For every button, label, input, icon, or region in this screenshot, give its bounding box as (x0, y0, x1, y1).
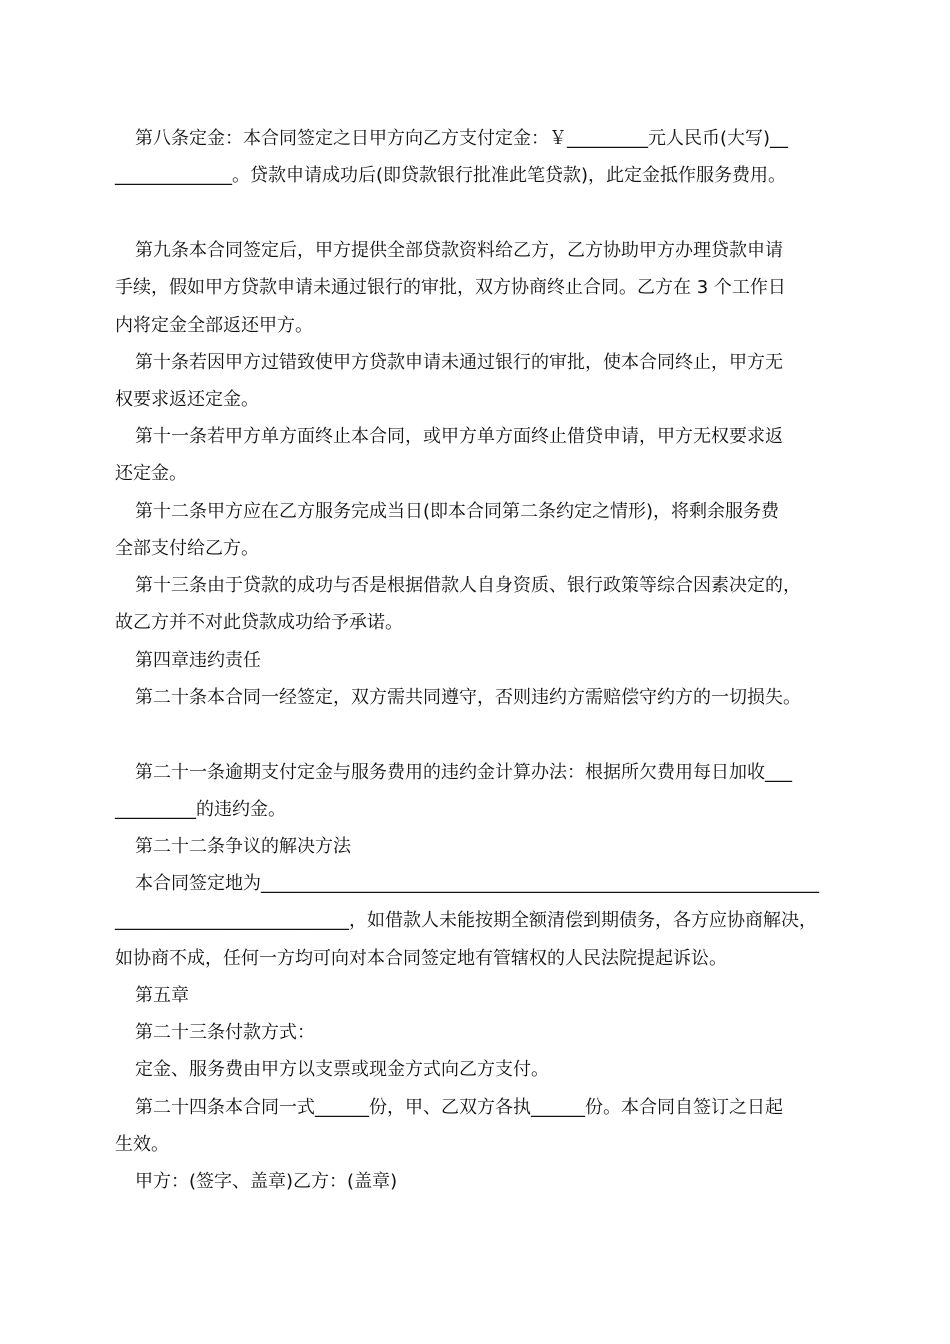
clause-22-line-1: 本合同签定地为______________________________________________________________ (135, 873, 819, 894)
clause-11-line-2: 还定金。 (115, 463, 187, 484)
clause-8-line-1: 第八条定金：本合同签定之日甲方向乙方支付定金：￥_________元人民币(大写)__ (135, 128, 789, 149)
signature-line: 甲方：(签字、盖章)乙方：(盖章) (135, 1171, 398, 1192)
clause-9-line-1: 第九条本合同签定后，甲方提供全部贷款资料给乙方，乙方协助甲方办理贷款申请 (135, 240, 783, 261)
clause-24-line-1: 第二十四条本合同一式______份，甲、乙双方各执______份。本合同自签订之日起 (135, 1097, 783, 1118)
clause-12-line-2: 全部支付给乙方。 (115, 538, 259, 559)
clause-22-line-2: __________________________，如借款人未能按期全额清偿到期债务，各方应协商解决， (115, 910, 817, 931)
chapter-5-heading: 第五章 (135, 985, 189, 1006)
clause-9-line-2: 手续，假如甲方贷款申请未通过银行的审批，双方协商终止合同。乙方在 3 个工作日 (115, 277, 786, 298)
clause-8-line-2: _____________。贷款申请成功后(即贷款银行批准此笔贷款)，此定金抵作服务费用。 (115, 165, 787, 186)
chapter-4-heading: 第四章违约责任 (135, 650, 261, 671)
clause-10-line-2: 权要求返还定金。 (115, 389, 259, 410)
clause-13-line-2: 故乙方并不对此贷款成功给予承诺。 (115, 612, 403, 633)
clause-10-line-1: 第十条若因甲方过错致使甲方贷款申请未通过银行的审批，使本合同终止，甲方无 (135, 352, 783, 373)
clause-22-heading: 第二十二条争议的解决方法 (135, 836, 351, 857)
clause-20-line-1: 第二十条本合同一经签定，双方需共同遵守，否则违约方需赔偿守约方的一切损失。 (135, 687, 801, 708)
clause-21-line-2: _________的违约金。 (115, 799, 286, 820)
clause-13-line-1: 第十三条由于贷款的成功与否是根据借款人自身资质、银行政策等综合因素决定的， (135, 575, 801, 596)
clause-23-line-1: 定金、服务费由甲方以支票或现金方式向乙方支付。 (135, 1059, 549, 1080)
clause-22-line-3: 如协商不成，任何一方均可向对本合同签定地有管辖权的人民法院提起诉讼。 (115, 948, 727, 969)
clause-9-line-3: 内将定金全部返还甲方。 (115, 315, 313, 336)
clause-12-line-1: 第十二条甲方应在乙方服务完成当日(即本合同第二条约定之情形)，将剩余服务费 (135, 501, 780, 522)
clause-21-line-1: 第二十一条逾期支付定金与服务费用的违约金计算办法：根据所欠费用每日加收___ (135, 762, 792, 783)
clause-24-line-2: 生效。 (115, 1134, 169, 1155)
clause-11-line-1: 第十一条若甲方单方面终止本合同，或甲方单方面终止借贷申请，甲方无权要求返 (135, 426, 783, 447)
clause-23-heading: 第二十三条付款方式： (135, 1022, 315, 1043)
